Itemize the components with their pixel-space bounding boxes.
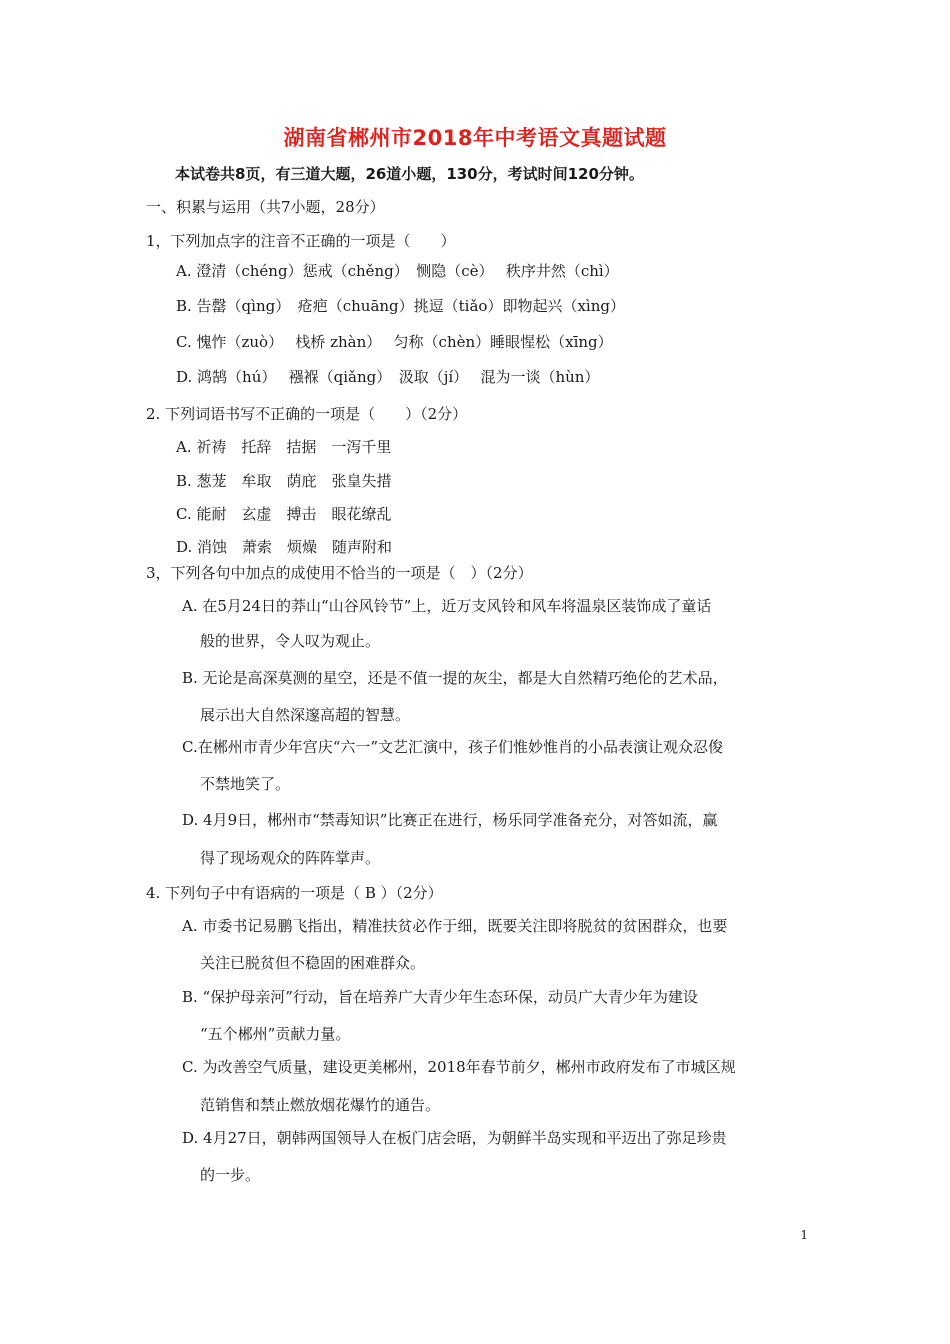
question-4-option-b: B. “保护母亲河”行动，旨在培养广大青少年生态环保，动员广大青少年为建设 — [182, 988, 698, 1006]
question-3-stem: 3，下列各句中加点的成使用不恰当的一项是（ ）（2分） — [146, 564, 533, 582]
question-3-option-b-cont: 展示出大自然深邃高超的智慧。 — [200, 706, 411, 724]
question-4-option-d-cont: 的一步。 — [200, 1166, 261, 1184]
question-2-stem: 2. 下列词语书写不正确的一项是（ ）（2分） — [146, 405, 468, 423]
question-1-option-d: D. 鸿鹄（hú） 襁褓（qiǎng） 汲取（jí） 混为一谈（hùn） — [176, 368, 600, 386]
question-2-option-a: A. 祈祷 托辞 拮据 一泻千里 — [176, 438, 392, 456]
question-4-option-a: A. 市委书记易鹏飞指出，精准扶贫必作于细，既要关注即将脱贫的贫困群众，也要 — [182, 917, 728, 935]
question-4-option-c-cont: 范销售和禁止燃放烟花爆竹的通告。 — [200, 1096, 441, 1114]
question-1-stem: 1，下列加点字的注音不正确的一项是（ ） — [146, 232, 456, 250]
section-heading: 一、积累与运用（共7小题，28分） — [146, 198, 385, 216]
question-2-option-b: B. 葱茏 牟取 荫庇 张皇失措 — [176, 472, 392, 490]
page-number: 1 — [800, 1228, 808, 1242]
question-4-option-d: D. 4月27日，朝韩两国领导人在板门店会晤，为朝鲜半岛实现和平迈出了弥足珍贵 — [182, 1129, 727, 1147]
page-title: 湖南省郴州市2018年中考语文真题试题 — [283, 126, 667, 150]
question-1-option-b: B. 告罄（qìng） 疮疤（chuāng）挑逗（tiǎo）即物起兴（xìng） — [176, 297, 625, 315]
question-4-option-a-cont: 关注已脱贫但不稳固的困难群众。 — [200, 954, 426, 972]
exam-info: 本试卷共8页，有三道大题，26道小题，130分，考试时间120分钟。 — [175, 165, 644, 183]
question-2-option-d: D. 消蚀 萧索 烦燥 随声附和 — [176, 538, 393, 556]
question-4-option-b-cont: “五个郴州”贡献力量。 — [200, 1025, 351, 1043]
question-3-option-d-cont: 得了现场观众的阵阵掌声。 — [200, 849, 381, 867]
question-3-option-c: C.在郴州市青少年宫庆“六一”文艺汇演中，孩子们惟妙惟肖的小品表演让观众忍俊 — [182, 738, 724, 756]
question-3-option-a-cont: 般的世界，令人叹为观止。 — [200, 632, 381, 650]
question-3-option-d: D. 4月9日，郴州市“禁毒知识”比赛正在进行，杨乐同学准备充分，对答如流，赢 — [182, 811, 718, 829]
question-4-option-c: C. 为改善空气质量，建设更美郴州，2018年春节前夕，郴州市政府发布了市城区规 — [182, 1058, 736, 1076]
question-3-option-c-cont: 不禁地笑了。 — [200, 775, 291, 793]
question-4-stem: 4. 下列句子中有语病的一项是（ B ）（2分） — [146, 884, 443, 902]
question-1-option-c: C. 愧怍（zuò） 栈桥 zhàn） 匀称（chèn）睡眼惺松（xīng） — [176, 333, 613, 351]
question-3-option-a: A. 在5月24日的莽山“山谷风铃节”上，近万支风铃和风车将温泉区装饰成了童话 — [182, 597, 712, 615]
question-1-option-a: A. 澄清（chéng）惩戒（chěng） 恻隐（cè） 秩序井然（chì） — [176, 262, 619, 280]
question-2-option-c: C. 能耐 玄虚 搏击 眼花缭乱 — [176, 505, 392, 523]
question-3-option-b: B. 无论是高深莫测的星空，还是不值一提的灰尘，都是大自然精巧绝伦的艺术品， — [182, 669, 728, 687]
